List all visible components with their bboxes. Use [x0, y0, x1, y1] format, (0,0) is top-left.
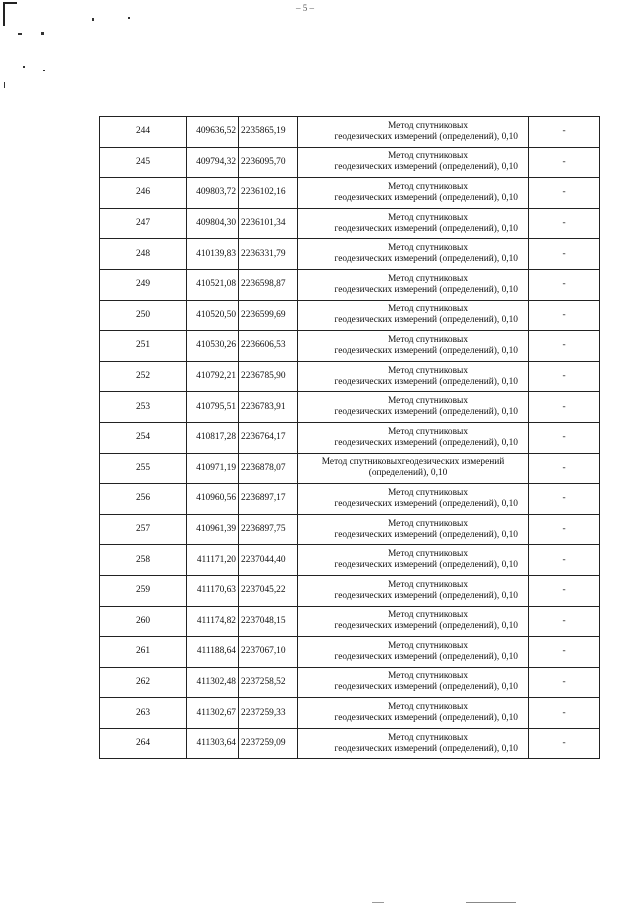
method-line-2: (определений), 0,10	[368, 468, 448, 479]
point-number-cell: 261	[100, 637, 187, 668]
scan-footer-line	[372, 902, 384, 903]
point-number-cell: 245	[100, 147, 187, 178]
y-coordinate-cell: 2236897,17	[239, 484, 298, 515]
y-coordinate-cell: 2236331,79	[239, 239, 298, 270]
note-mark-cell: -	[529, 331, 600, 362]
method-line-2: геодезических измерений (определений), 0,10	[334, 254, 518, 265]
point-number-cell: 249	[100, 269, 187, 300]
coordinates-table	[99, 116, 600, 759]
table-row	[100, 545, 600, 576]
point-number-cell: 255	[100, 453, 187, 484]
method-line-2: геодезических измерений (определений), 0,10	[334, 284, 518, 295]
x-coordinate-cell: 411302,48	[187, 667, 239, 698]
method-line-2: геодезических измерений (определений), 0,10	[334, 651, 518, 662]
x-coordinate-cell: 410795,51	[187, 392, 239, 423]
method-cell	[298, 239, 529, 270]
method-line-2: геодезических измерений (определений), 0,10	[334, 713, 518, 724]
method-line-2: геодезических измерений (определений), 0,10	[334, 498, 518, 509]
method-line-2: геодезических измерений (определений), 0,10	[334, 560, 518, 571]
point-number-cell: 248	[100, 239, 187, 270]
x-coordinate-cell: 411171,20	[187, 545, 239, 576]
y-coordinate-cell: 2236606,53	[239, 331, 298, 362]
point-number-cell: 252	[100, 361, 187, 392]
note-mark-cell: -	[529, 269, 600, 300]
scan-speck	[43, 70, 45, 71]
method-cell	[298, 514, 529, 545]
method-line-1: Метод спутниковых	[387, 487, 469, 498]
x-coordinate-cell: 410960,56	[187, 484, 239, 515]
note-mark-cell: -	[529, 637, 600, 668]
point-number-cell: 260	[100, 606, 187, 637]
note-mark-cell: -	[529, 484, 600, 515]
point-number-cell: 246	[100, 178, 187, 209]
point-number-cell: 264	[100, 728, 187, 759]
y-coordinate-cell: 2237259,09	[239, 728, 298, 759]
method-cell	[298, 117, 529, 148]
coordinates-table-body	[100, 117, 600, 759]
method-line-2: геодезических измерений (определений), 0,10	[334, 621, 518, 632]
method-line-2: геодезических измерений (определений), 0,10	[334, 192, 518, 203]
method-line-1: Метод спутниковых	[387, 732, 469, 743]
table-row	[100, 514, 600, 545]
scan-speck	[128, 17, 130, 19]
method-cell	[298, 606, 529, 637]
x-coordinate-cell: 409794,32	[187, 147, 239, 178]
method-line-1: Метод спутниковых	[387, 334, 469, 345]
y-coordinate-cell: 2236783,91	[239, 392, 298, 423]
y-coordinate-cell: 2236897,75	[239, 514, 298, 545]
x-coordinate-cell: 411303,64	[187, 728, 239, 759]
table-row	[100, 575, 600, 606]
note-mark-cell: -	[529, 117, 600, 148]
scan-speck	[41, 32, 44, 35]
x-coordinate-cell: 409636,52	[187, 117, 239, 148]
method-cell	[298, 484, 529, 515]
note-mark-cell: -	[529, 361, 600, 392]
x-coordinate-cell: 410971,19	[187, 453, 239, 484]
note-mark-cell: -	[529, 728, 600, 759]
method-line-2: геодезических измерений (определений), 0,10	[334, 131, 518, 142]
y-coordinate-cell: 2237258,52	[239, 667, 298, 698]
point-number-cell: 251	[100, 331, 187, 362]
table-row	[100, 453, 600, 484]
method-line-1: Метод спутниковых	[387, 120, 469, 131]
point-number-cell: 257	[100, 514, 187, 545]
note-mark-cell: -	[529, 208, 600, 239]
method-cell	[298, 545, 529, 576]
point-number-cell: 253	[100, 392, 187, 423]
x-coordinate-cell: 411188,64	[187, 637, 239, 668]
method-line-2: геодезических измерений (определений), 0,10	[334, 682, 518, 693]
method-line-1: Метод спутниковых	[387, 365, 469, 376]
method-line-1: Метод спутниковых	[387, 549, 469, 560]
table-row	[100, 361, 600, 392]
y-coordinate-cell: 2236599,69	[239, 300, 298, 331]
method-cell	[298, 208, 529, 239]
y-coordinate-cell: 2236785,90	[239, 361, 298, 392]
table-row	[100, 728, 600, 759]
y-coordinate-cell: 2237259,33	[239, 698, 298, 729]
table-row	[100, 667, 600, 698]
table-row	[100, 147, 600, 178]
method-line-2: геодезических измерений (определений), 0,10	[334, 437, 518, 448]
method-cell	[298, 637, 529, 668]
x-coordinate-cell: 411170,63	[187, 575, 239, 606]
x-coordinate-cell: 410139,83	[187, 239, 239, 270]
method-cell	[298, 147, 529, 178]
method-line-1: Метод спутниковых	[387, 640, 469, 651]
point-number-cell: 263	[100, 698, 187, 729]
scan-footer-line	[466, 902, 516, 903]
table-row	[100, 208, 600, 239]
x-coordinate-cell: 411174,82	[187, 606, 239, 637]
x-coordinate-cell: 411302,67	[187, 698, 239, 729]
table-row	[100, 300, 600, 331]
y-coordinate-cell: 2236878,07	[239, 453, 298, 484]
method-line-1: Метод спутниковых	[387, 304, 469, 315]
method-line-1: Метод спутниковых	[387, 273, 469, 284]
scan-speck	[18, 33, 22, 35]
point-number-cell: 258	[100, 545, 187, 576]
scan-speck	[92, 18, 94, 21]
x-coordinate-cell: 409803,72	[187, 178, 239, 209]
method-line-2: геодезических измерений (определений), 0,10	[334, 162, 518, 173]
method-cell	[298, 667, 529, 698]
y-coordinate-cell: 2237048,15	[239, 606, 298, 637]
y-coordinate-cell: 2237045,22	[239, 575, 298, 606]
method-line-2: геодезических измерений (определений), 0,10	[334, 529, 518, 540]
note-mark-cell: -	[529, 667, 600, 698]
method-line-1: Метод спутниковых	[387, 212, 469, 223]
method-line-1: Метод спутниковых	[387, 243, 469, 254]
method-line-1: Метод спутниковых	[387, 396, 469, 407]
point-number-cell: 259	[100, 575, 187, 606]
table-row	[100, 637, 600, 668]
y-coordinate-cell: 2237067,10	[239, 637, 298, 668]
method-line-1: Метод спутниковыхгеодезических измерений	[321, 457, 505, 468]
y-coordinate-cell: 2236101,34	[239, 208, 298, 239]
method-cell	[298, 392, 529, 423]
point-number-cell: 247	[100, 208, 187, 239]
method-line-2: геодезических измерений (определений), 0,10	[334, 590, 518, 601]
method-line-1: Метод спутниковых	[387, 181, 469, 192]
point-number-cell: 244	[100, 117, 187, 148]
y-coordinate-cell: 2236102,16	[239, 178, 298, 209]
scan-speck	[4, 82, 5, 88]
method-cell	[298, 331, 529, 362]
method-cell	[298, 269, 529, 300]
table-row	[100, 422, 600, 453]
note-mark-cell: -	[529, 575, 600, 606]
method-line-2: геодезических измерений (определений), 0,10	[334, 407, 518, 418]
method-line-1: Метод спутниковых	[387, 518, 469, 529]
scan-speck	[23, 66, 25, 68]
method-line-1: Метод спутниковых	[387, 151, 469, 162]
method-cell	[298, 575, 529, 606]
method-cell	[298, 300, 529, 331]
method-line-2: геодезических измерений (определений), 0,10	[334, 345, 518, 356]
table-row	[100, 484, 600, 515]
x-coordinate-cell: 410521,08	[187, 269, 239, 300]
point-number-cell: 254	[100, 422, 187, 453]
table-row	[100, 117, 600, 148]
note-mark-cell: -	[529, 239, 600, 270]
x-coordinate-cell: 410961,39	[187, 514, 239, 545]
y-coordinate-cell: 2236095,70	[239, 147, 298, 178]
note-mark-cell: -	[529, 453, 600, 484]
method-cell	[298, 178, 529, 209]
method-cell	[298, 728, 529, 759]
scan-corner-mark	[3, 2, 17, 26]
y-coordinate-cell: 2237044,40	[239, 545, 298, 576]
method-line-1: Метод спутниковых	[387, 702, 469, 713]
method-line-2: геодезических измерений (определений), 0,10	[334, 223, 518, 234]
method-line-1: Метод спутниковых	[387, 426, 469, 437]
note-mark-cell: -	[529, 545, 600, 576]
table-row	[100, 392, 600, 423]
y-coordinate-cell: 2236764,17	[239, 422, 298, 453]
note-mark-cell: -	[529, 300, 600, 331]
note-mark-cell: -	[529, 698, 600, 729]
table-row	[100, 178, 600, 209]
method-line-1: Метод спутниковых	[387, 610, 469, 621]
table-row	[100, 606, 600, 637]
point-number-cell: 250	[100, 300, 187, 331]
y-coordinate-cell: 2235865,19	[239, 117, 298, 148]
x-coordinate-cell: 410817,28	[187, 422, 239, 453]
method-line-2: геодезических измерений (определений), 0,10	[334, 743, 518, 754]
note-mark-cell: -	[529, 514, 600, 545]
note-mark-cell: -	[529, 606, 600, 637]
method-line-1: Метод спутниковых	[387, 671, 469, 682]
table-row	[100, 331, 600, 362]
note-mark-cell: -	[529, 178, 600, 209]
table-row	[100, 698, 600, 729]
y-coordinate-cell: 2236598,87	[239, 269, 298, 300]
method-cell	[298, 361, 529, 392]
x-coordinate-cell: 409804,30	[187, 208, 239, 239]
note-mark-cell: -	[529, 392, 600, 423]
note-mark-cell: -	[529, 147, 600, 178]
x-coordinate-cell: 410530,26	[187, 331, 239, 362]
table-row	[100, 239, 600, 270]
point-number-cell: 256	[100, 484, 187, 515]
page-number: – 5 –	[296, 3, 314, 13]
point-number-cell: 262	[100, 667, 187, 698]
x-coordinate-cell: 410792,21	[187, 361, 239, 392]
note-mark-cell: -	[529, 422, 600, 453]
x-coordinate-cell: 410520,50	[187, 300, 239, 331]
method-line-1: Метод спутниковых	[387, 579, 469, 590]
table-row	[100, 269, 600, 300]
method-cell	[298, 698, 529, 729]
method-line-2: геодезических измерений (определений), 0,10	[334, 315, 518, 326]
method-cell	[298, 422, 529, 453]
method-cell	[298, 453, 529, 484]
method-line-2: геодезических измерений (определений), 0,10	[334, 376, 518, 387]
